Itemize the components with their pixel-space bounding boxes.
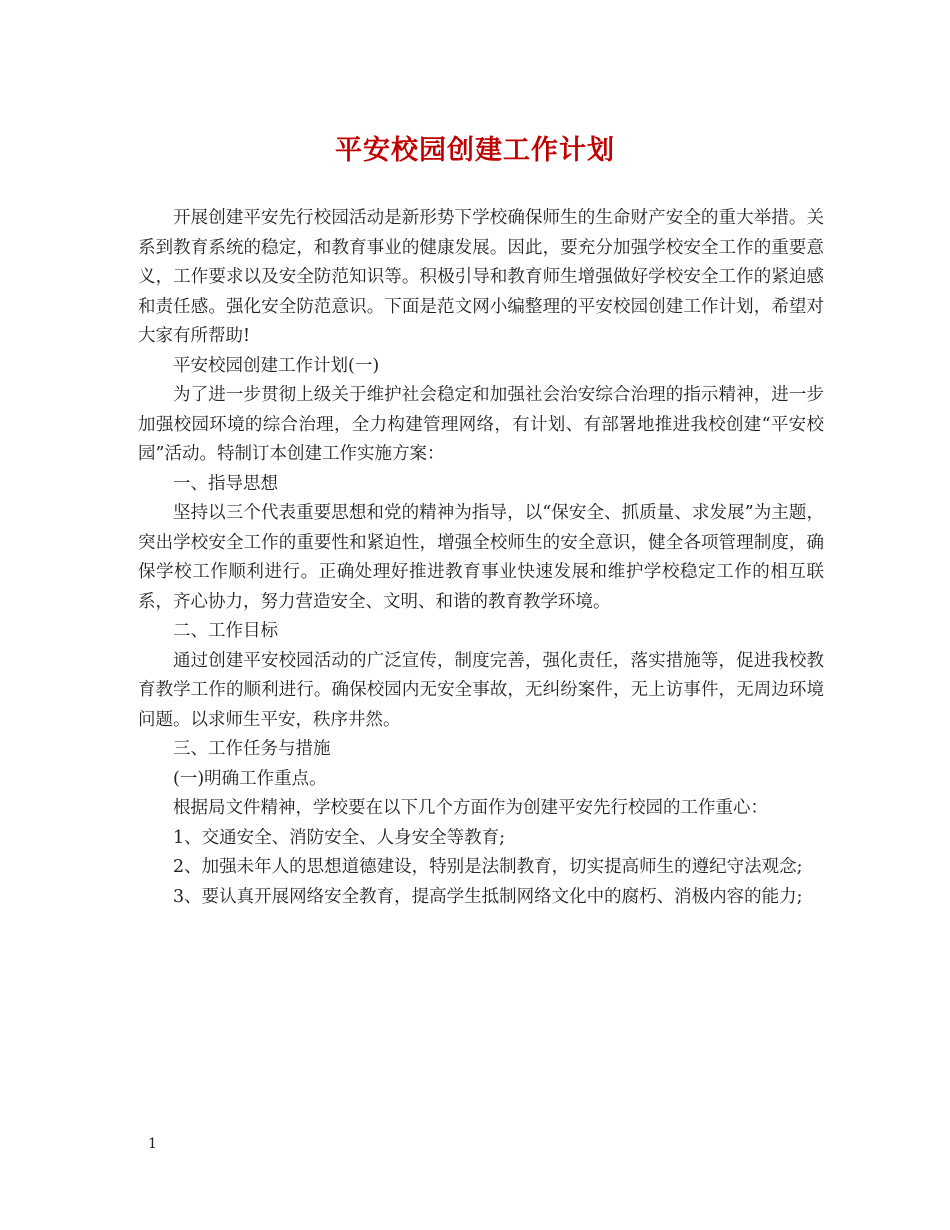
guiding-thought-paragraph: 坚持以三个代表重要思想和党的精神为指导，以“保安全、抓质量、求发展”为主题，突出学校安全工作的重要性和紧迫性，增强全校师生的安全意识，健全各项管理制度，确保学校工作顺利进行。正确处理好推进教育事业快速发展和维护学校稳定工作的相互联系，齐心协力，努力营造安全、文明、和谐的教育教学环境。 (138, 503, 824, 612)
list-item: 2、加强未年人的思想道德建设，特别是法制教育，切实提高师生的遵纪守法观念; (173, 857, 803, 877)
list-item: 3、要认真开展网络安全教育，提高学生抵制网络文化中的腐朽、消极内容的能力; (173, 886, 803, 907)
page-number: 1 (148, 1136, 157, 1152)
section-heading-work-goal: 二、工作目标 (173, 621, 278, 641)
document-title: 平安校园创建工作计划 (335, 135, 615, 166)
document-body (138, 204, 824, 912)
work-goal-paragraph: 通过创建平安校园活动的广泛宣传，制度完善，强化责任，落实措施等，促进我校教育教学工作的顺利进行。确保校园内无安全事故，无纠纷案件，无上访事件，无周边环境问题。以求师生平安，秩序井然。 (138, 650, 824, 730)
section-heading-guiding-thought: 一、指导思想 (173, 473, 278, 494)
purpose-paragraph: 为了进一步贯彻上级关于维护社会稳定和加强社会治安综合治理的指示精神，进一步加强校园环境的综合治理，全力构建管理网络，有计划、有部署地推进我校创建“平安校园”活动。特制订本创建工作实施方案： (138, 385, 824, 464)
intro-paragraph: 开展创建平安先行校园活动是新形势下学校确保师生的生命财产安全的重大举措。关系到教育系统的稳定，和教育事业的健康发展。因此，要充分加强学校安全工作的重要意义，工作要求以及安全防范知识等。积极引导和教育师生增强做好学校安全工作的紧迫感和责任感。强化安全防范意识。下面是范文网小编整理的平安校园创建工作计划，希望对大家有所帮助! (138, 208, 824, 346)
subsection-heading-focus: (一)明确工作重点。 (173, 768, 327, 789)
focus-intro-paragraph: 根据局文件精神，学校要在以下几个方面作为创建平安先行校园的工作重心： (173, 798, 768, 818)
list-item: 1、交通安全、消防安全、人身安全等教育; (173, 827, 506, 848)
plan-subtitle: 平安校园创建工作计划(一) (173, 355, 380, 376)
section-heading-tasks: 三、工作任务与措施 (173, 739, 331, 759)
